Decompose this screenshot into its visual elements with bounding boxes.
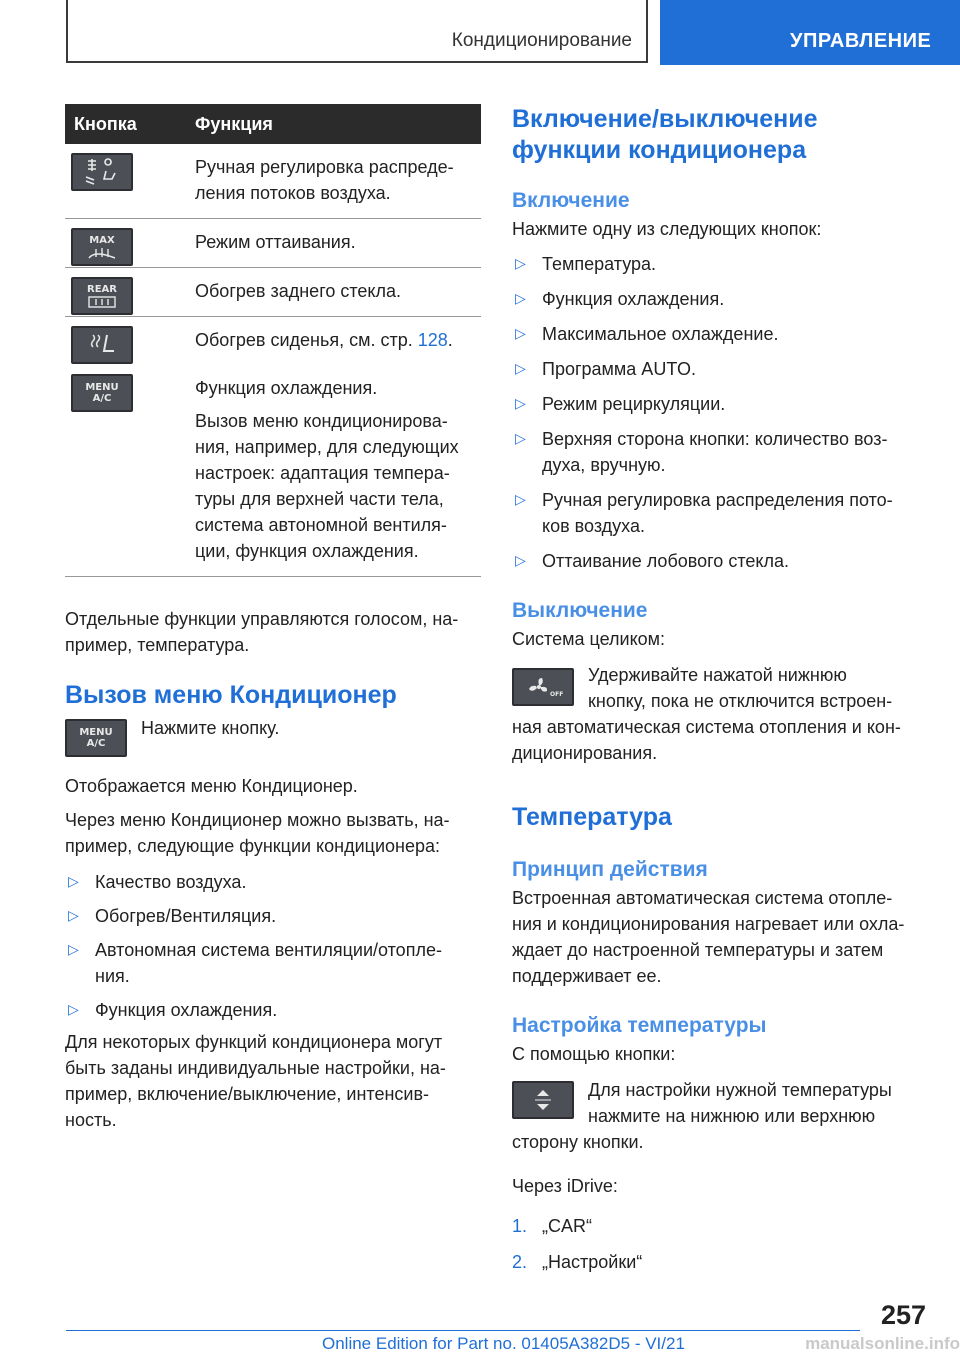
text-line: Для некоторых функций кондиционера могут bbox=[65, 1032, 443, 1052]
text-line: Ручная регулировка распределения пото- bbox=[542, 490, 893, 510]
table-row bbox=[65, 144, 481, 219]
step-text: „Настройки“ bbox=[542, 1252, 643, 1272]
text-line: ния, например, для следующих bbox=[195, 437, 459, 457]
via-paragraph bbox=[65, 807, 481, 859]
text-line: пример, включение/выключение, интенсив- bbox=[65, 1084, 430, 1104]
text-line: Верхняя сторона кнопки: количество воз- bbox=[542, 429, 888, 449]
menu-shown-text: Отображается меню Кондиционер. bbox=[65, 776, 358, 796]
list-item: ▷ Оттаивание лобового стекла. bbox=[512, 548, 930, 574]
on-heading: Включение bbox=[512, 189, 630, 212]
off-intro: Система целиком: bbox=[512, 629, 666, 649]
watermark: manualsonline.info bbox=[805, 1334, 960, 1353]
header-chapter-title: УПРАВЛЕНИЕ bbox=[790, 30, 932, 52]
text-line: Автономная система вентиляции/отопле- bbox=[95, 940, 442, 960]
menu-label: MENU bbox=[79, 727, 113, 738]
menu-ac-icon bbox=[71, 374, 133, 412]
row-paragraph bbox=[195, 408, 481, 564]
row-text-line bbox=[195, 278, 481, 304]
text-line: ков воздуха. bbox=[542, 516, 645, 536]
airflow-distribution-icon bbox=[71, 153, 133, 191]
row-text-line: Режим оттаивания. bbox=[195, 232, 356, 252]
on-intro: Нажмите одну из следующих кнопок: bbox=[512, 219, 822, 239]
text-line: Вызов меню кондиционирова- bbox=[195, 411, 448, 431]
seat-text: Обогрев заднего стекла. bbox=[195, 281, 402, 301]
list-item bbox=[512, 1213, 930, 1239]
table-row bbox=[65, 219, 481, 268]
press-text: Нажмите кнопку. bbox=[141, 718, 280, 738]
temperature-rocker-icon bbox=[512, 1081, 574, 1119]
list-item: ▷ Температура. bbox=[512, 251, 930, 277]
step-number: 1. bbox=[512, 1216, 528, 1236]
table-row bbox=[65, 365, 481, 577]
edition-text: Online Edition for Part no. 01405A382D5 - VI/21 bbox=[322, 1334, 685, 1353]
list-item: ▷ Программа AUTO. bbox=[512, 356, 930, 382]
row-text-line bbox=[195, 327, 481, 353]
right-column bbox=[512, 104, 930, 1275]
list-item: ▷ Качество воздуха. bbox=[65, 869, 481, 895]
text-line: Для настройки нужной температуры bbox=[588, 1080, 892, 1100]
text-line: Отдельные функции управляются голосом, на- bbox=[65, 609, 459, 629]
text-line: Через меню Кондиционер можно вызвать, на- bbox=[65, 810, 450, 830]
rear-label: REAR bbox=[87, 283, 117, 295]
off-text-a bbox=[512, 662, 930, 714]
text-line: кнопку, пока не отключится встроен- bbox=[588, 691, 893, 711]
press-block bbox=[65, 719, 481, 769]
setting-block bbox=[512, 1077, 930, 1155]
left-column bbox=[65, 606, 481, 1133]
footer-divider bbox=[66, 1330, 860, 1331]
row-text-line: Функция охлаждения. bbox=[195, 378, 378, 398]
list-item: ▷ Максимальное охлаждение. bbox=[512, 321, 930, 347]
table-header-function: Функция bbox=[195, 114, 273, 134]
off-block bbox=[512, 662, 930, 766]
row-text-line: ления потоков воздуха. bbox=[195, 183, 391, 203]
step-number: 2. bbox=[512, 1252, 528, 1272]
principle-paragraph bbox=[512, 885, 930, 989]
list-item: ▷ Функция охлаждения. bbox=[512, 286, 930, 312]
list-item: ▷ Обогрев/Вентиляция. bbox=[65, 903, 481, 929]
text-line: ции, функция охлаждения. bbox=[195, 541, 419, 561]
text-line: ния. bbox=[95, 966, 130, 986]
header-section-box bbox=[66, 0, 648, 63]
list-item bbox=[512, 426, 930, 478]
text-line: Встроенная автоматическая система отопле- bbox=[512, 888, 893, 908]
text-line: туры для верхней части тела, bbox=[195, 489, 444, 509]
text-line: ная автоматическая система отопления и кон- bbox=[512, 717, 901, 737]
page-number: 257 bbox=[880, 1300, 926, 1330]
period: . bbox=[447, 330, 453, 350]
text-line: духа, вручную. bbox=[542, 455, 666, 475]
header-chapter-tab[interactable] bbox=[660, 0, 960, 65]
text-line: поддерживает ее. bbox=[512, 966, 662, 986]
header-section-title: Кондиционирование bbox=[451, 30, 632, 51]
page-link-128[interactable]: 128 bbox=[417, 330, 448, 350]
intro-paragraph bbox=[65, 606, 481, 658]
text-line: диционирования. bbox=[512, 743, 658, 763]
text-line: быть заданы индивидуальные настройки, на- bbox=[65, 1058, 446, 1078]
ac-label: A/C bbox=[92, 393, 112, 404]
text-line: функции кондиционера bbox=[512, 136, 807, 164]
row-text-line: Ручная регулировка распреде- bbox=[195, 157, 454, 177]
text-line: система автономной вентиля- bbox=[195, 515, 447, 535]
text-line: ния и кондиционирования нагревает или охла- bbox=[512, 914, 905, 934]
list-item: ▷ Режим рециркуляции. bbox=[512, 391, 930, 417]
button-function-table bbox=[65, 104, 481, 577]
ac-label: A/C bbox=[86, 738, 106, 749]
max-label: MAX bbox=[89, 234, 115, 246]
text-line: ждает до настроенной температуры и затем bbox=[512, 940, 884, 960]
off-text-b bbox=[512, 714, 930, 766]
text-line: Включение/выключение bbox=[512, 105, 818, 133]
table-header-button: Кнопка bbox=[74, 114, 137, 134]
note-paragraph bbox=[65, 1029, 481, 1133]
text-line: настроек: адаптация темпера- bbox=[195, 463, 450, 483]
table-row bbox=[65, 268, 481, 317]
rear-defrost-icon bbox=[71, 277, 133, 315]
text-line: пример, температура. bbox=[65, 635, 250, 655]
setting-text-b: сторону кнопки. bbox=[512, 1132, 644, 1152]
seat-heating-icon bbox=[71, 326, 133, 364]
fan-off-icon bbox=[512, 668, 574, 706]
temperature-heading: Температура bbox=[512, 803, 672, 831]
text-line: нажмите на нижнюю или верхнюю bbox=[588, 1106, 876, 1126]
onoff-heading bbox=[512, 104, 930, 166]
menu-label: MENU bbox=[85, 382, 119, 393]
menu-ac-icon bbox=[65, 719, 127, 757]
setting-intro: С помощью кнопки: bbox=[512, 1044, 676, 1064]
list-item bbox=[65, 937, 481, 989]
list-item: ▷ Функция охлаждения. bbox=[65, 997, 481, 1023]
off-heading: Выключение bbox=[512, 599, 648, 622]
max-defrost-icon bbox=[71, 228, 133, 266]
table-row bbox=[65, 317, 481, 365]
step-text: „CAR“ bbox=[542, 1216, 592, 1236]
setting-text-a bbox=[512, 1077, 930, 1129]
text-line: Удерживайте нажатой нижнюю bbox=[588, 665, 847, 685]
seat-heating-text: Обогрев сиденья, см. стр. bbox=[195, 330, 418, 350]
setting-heading: Настройка температуры bbox=[512, 1014, 767, 1037]
svg-text:OFF: OFF bbox=[550, 691, 564, 698]
principle-heading: Принцип действия bbox=[512, 858, 708, 881]
list-item bbox=[512, 487, 930, 539]
text-line: ность. bbox=[65, 1110, 117, 1130]
menu-heading: Вызов меню Кондиционер bbox=[65, 681, 397, 709]
idrive-text: Через iDrive: bbox=[512, 1176, 618, 1196]
list-item bbox=[512, 1249, 930, 1275]
text-line: пример, следующие функции кондиционера: bbox=[65, 836, 440, 856]
table-header bbox=[65, 104, 481, 144]
